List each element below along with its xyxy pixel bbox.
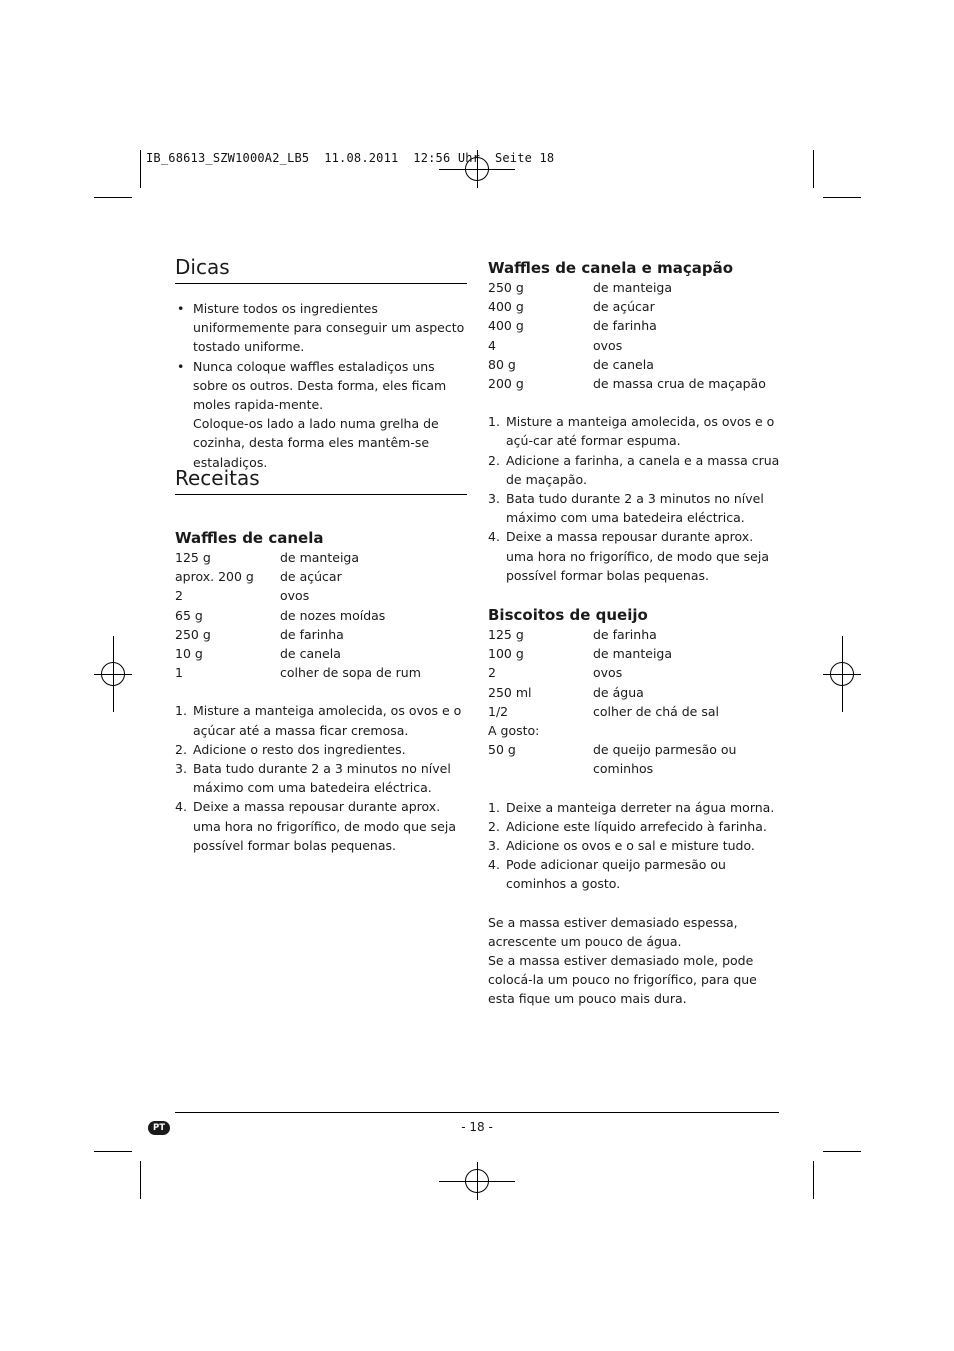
crop-mark: [94, 1151, 132, 1152]
table-row: 250 g de manteiga: [488, 280, 673, 295]
registration-mark-icon: [101, 662, 125, 686]
ingredients-table: [175, 548, 421, 682]
table-row: A gosto:: [488, 723, 540, 739]
list-item: 2. Adicione a farinha, a canela e a massa crua de maçapão.: [488, 452, 780, 487]
list-item: 3. Bata tudo durante 2 a 3 minutos no nível máximo com uma batedeira eléctrica.: [175, 761, 451, 796]
crop-mark: [140, 1161, 141, 1199]
table-row: 1/2 colher de chá de sal: [488, 703, 719, 719]
steps-list: [175, 701, 467, 855]
note-paragraph: Se a massa estiver demasiado espessa, acrescente um pouco de água. Se a massa estiver demasiado mole, pode colocá-la um pouco no frigorífico, para que esta fique um pouco mais dura.: [488, 914, 757, 1007]
bullet-icon: •: [177, 301, 185, 316]
table-row: 65 g de nozes moídas: [175, 607, 386, 623]
table-row: 125 g de manteiga: [175, 550, 360, 565]
page-number: - 18 -: [461, 1120, 493, 1134]
table-row: 400 g de farinha: [488, 318, 657, 334]
print-slug: IB_68613_SZW1000A2_LB5 11.08.2011 12:56 Uhr Seite 18: [146, 151, 555, 165]
list-item: • Nunca coloque waffles estaladiços uns sobre os outros. Desta forma, eles ficam moles rapida-mente. Coloque-os lado a lado numa grelha de cozinha, desta forma eles mantêm-se estaladiços.: [177, 358, 447, 470]
crop-mark: [813, 150, 814, 188]
registration-mark-icon: [830, 662, 854, 686]
footer-rule: [175, 1112, 779, 1113]
crop-mark: [823, 1151, 861, 1152]
recipe-biscoitos-queijo: [488, 605, 780, 1009]
list-item: 1. Misture a manteiga amolecida, os ovos e o açú-car até formar espuma.: [488, 414, 775, 449]
table-row: 2 ovos: [175, 588, 310, 604]
recipe-title: Waffles de canela e maçapão: [488, 259, 734, 277]
list-item: 4. Pode adicionar queijo parmesão ou cominhos a gosto.: [488, 857, 726, 892]
crop-mark: [140, 150, 141, 188]
section-title-dicas: Dicas: [175, 254, 467, 284]
list-item: 3. Bata tudo durante 2 a 3 minutos no nível máximo com uma batedeira eléctrica.: [488, 491, 764, 526]
language-badge: PT: [148, 1121, 170, 1135]
list-item: 4. Deixe a massa repousar durante aprox. uma hora no frigorífico, de modo que seja possível formar bolas pequenas.: [488, 529, 770, 583]
ingredients-table: [488, 625, 780, 779]
table-row: 125 g de farinha: [488, 627, 657, 642]
recipe-title: Waffles de canela: [175, 529, 324, 547]
list-item: 4. Deixe a massa repousar durante aprox. uma hora no frigorífico, de modo que seja possível formar bolas pequenas.: [175, 799, 457, 853]
table-row: 200 g de massa crua de maçapão: [488, 376, 766, 392]
table-row: 250 g de farinha: [175, 626, 344, 642]
crop-mark: [94, 197, 132, 198]
table-row: 2 ovos: [488, 665, 623, 681]
list-item: 1. Deixe a manteiga derreter na água morna.: [488, 799, 775, 815]
tips-list: [175, 299, 467, 472]
steps-list: [488, 798, 780, 894]
section-dicas: [175, 254, 467, 472]
steps-list: [488, 412, 780, 585]
list-item: 1. Misture a manteiga amolecida, os ovos e o açúcar até a massa ficar cremosa.: [175, 703, 462, 738]
section-title-receitas: Receitas: [175, 465, 467, 495]
recipe-waffles-canela: [175, 528, 467, 855]
list-item: • Misture todos os ingredientes uniformemente para conseguir um aspecto tostado uniforme.: [177, 301, 465, 355]
table-row: 1 colher de sopa de rum: [175, 665, 421, 681]
table-row: 250 ml de água: [488, 684, 644, 700]
crop-mark: [813, 1161, 814, 1199]
crop-mark: [823, 197, 861, 198]
table-row: 4 ovos: [488, 337, 623, 353]
table-row: 10 g de canela: [175, 646, 341, 662]
list-item: 3. Adicione os ovos e o sal e misture tudo.: [488, 838, 755, 854]
section-receitas: [175, 465, 467, 495]
table-row: 50 g de queijo parmesão ou cominhos: [488, 742, 737, 777]
table-row: 100 g de manteiga: [488, 646, 673, 662]
bullet-icon: •: [177, 358, 185, 374]
registration-mark-icon: [465, 1169, 489, 1193]
table-row: 400 g de açúcar: [488, 299, 655, 315]
table-row: aprox. 200 g de açúcar: [175, 569, 342, 585]
list-item: 2. Adicione este líquido arrefecido à farinha.: [488, 818, 767, 834]
table-row: 80 g de canela: [488, 356, 654, 372]
ingredients-table: [488, 278, 766, 393]
recipe-waffles-macapao: [488, 258, 780, 585]
recipe-title: Biscoitos de queijo: [488, 606, 648, 624]
list-item: 2. Adicione o resto dos ingredientes.: [175, 741, 406, 757]
